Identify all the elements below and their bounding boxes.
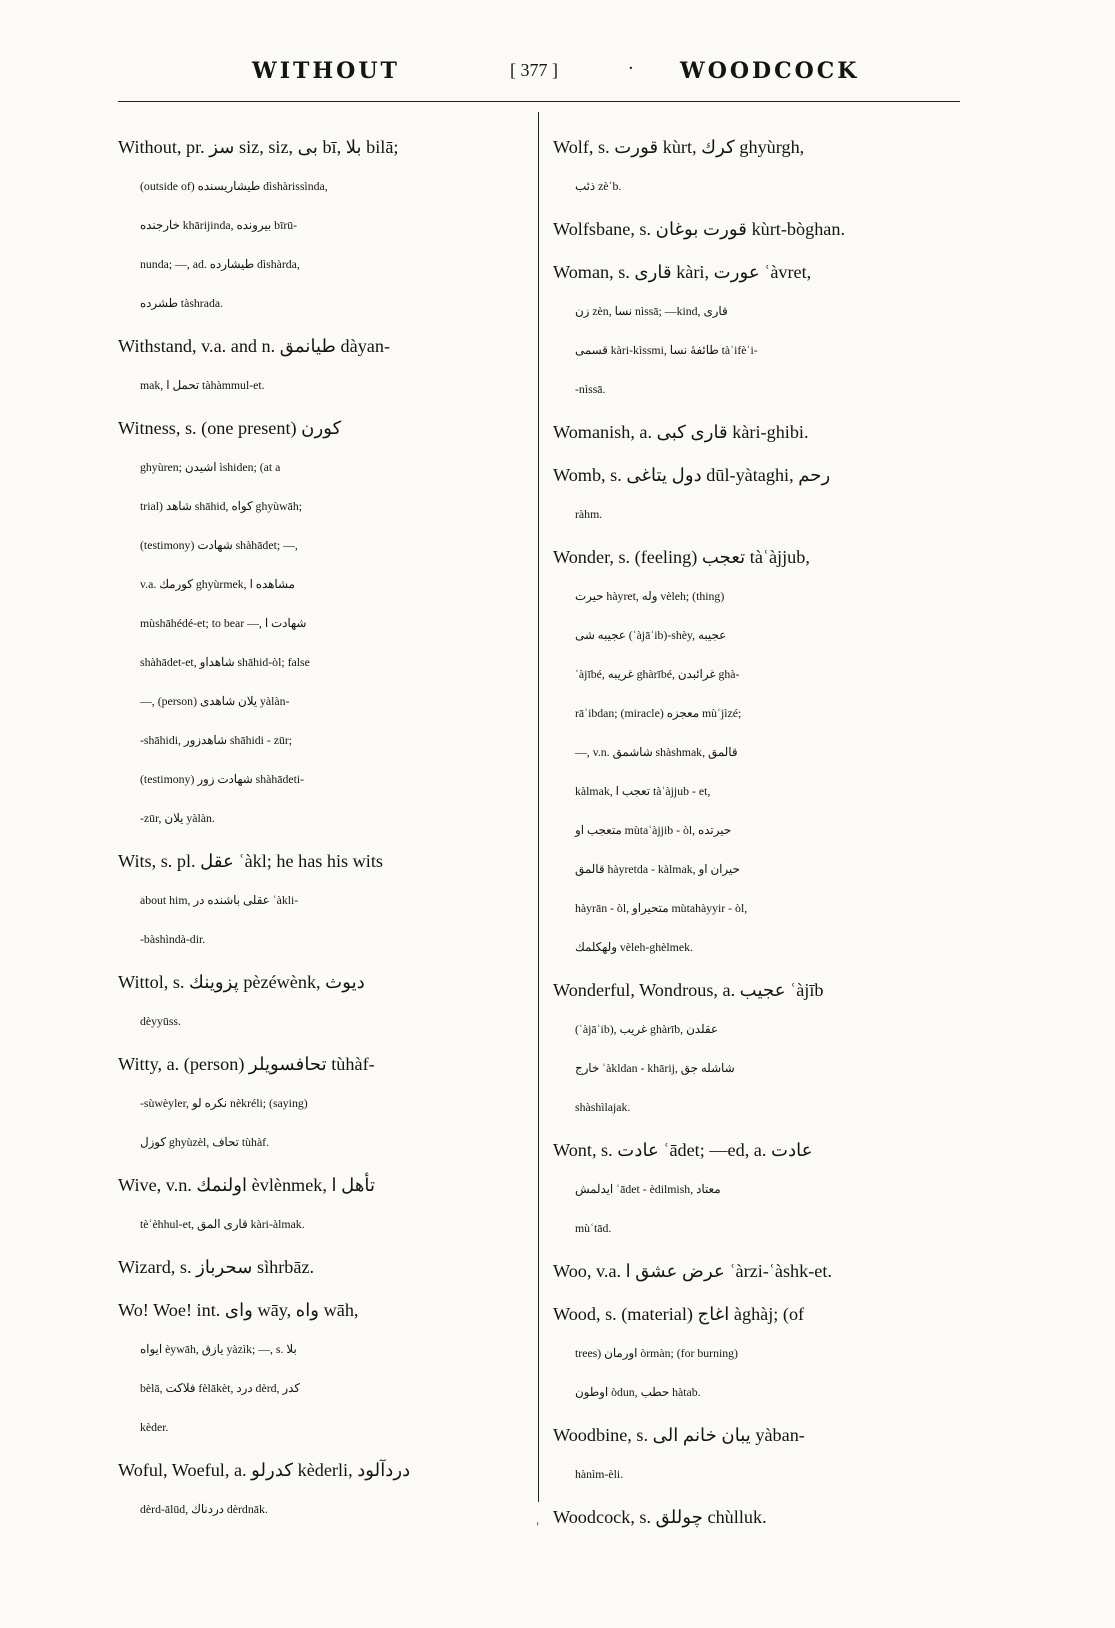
entry-headline: Wolf, s. قورت kùrt, کرك ghyùrgh, [553,137,805,157]
entry-line: shàhādet-et, شاهداو shāhid-òl; false [140,655,310,669]
entry-line: اوطون òdun, حطب hàtab. [575,1385,701,1399]
entry-line: dèyyūss. [140,1014,181,1028]
entry-line: متعجب او mùtaʿàjjib - òl, حیرتده [575,823,732,837]
left-column [118,128,530,1533]
header-separator: · [628,58,634,79]
entry-line: bèlā, فلاکت fèlākèt, درد dèrd, کدر [140,1381,300,1395]
entry-line: nunda; —, ad. طیشارده dìshàrda, [140,257,300,271]
entry-headline: Woful, Woeful, a. کدرلو kèderli, دردآلود [118,1460,411,1480]
entry-line: (ʿàjāʾib), غریب ghàrīb, عقلدن [575,1022,718,1036]
entry-headline: Wittol, s. پزوینك pèzéwènk, دیوث [118,972,365,992]
dictionary-entry [118,1248,530,1287]
dictionary-entry [118,1291,530,1447]
entry-line: طشرده tàshrada. [140,296,224,310]
entry-line: قسمی kàri-kìssmi, طائفهٔ نسا tàʾifèʾi- [575,343,758,357]
entry-headline: Witness, s. (one present) کورن [118,418,342,438]
entry-headline: Woodbine, s. یبان خانم الی yàban- [553,1425,805,1445]
entry-line: v.a. کورمك ghyùrmek, مشاهده ا [140,577,295,591]
dictionary-entry [553,538,965,967]
entry-line: ràhm. [575,507,603,521]
dictionary-entry [553,128,965,206]
entry-headline: Wits, s. pl. عقل ʿàkl; he has his wits [118,851,383,871]
entry-headline: Wont, s. عادت ʿādet; —ed, a. عادت [553,1140,813,1160]
entry-line: ذئب zèʾb. [575,179,622,193]
entry-line: —, (person) یلان شاهدی yàlàn- [140,694,290,708]
entry-line: dèrd-ālūd, دردناك dèrdnāk. [140,1502,268,1516]
entry-line: mak, تحمل ا tàhàmmul-et. [140,378,265,392]
dictionary-entry [553,1252,965,1291]
entry-line: rāʾibdan; (miracle) معجزه mùʿjìzé; [575,706,742,720]
entry-line: tèʾèhhul-et, قاری المق kàri-àlmak. [140,1217,305,1231]
entry-line: قالمق hàyretda - kàlmak, حیران او [575,862,740,876]
entry-headline: Witty, a. (person) تحافسویلر tùhàf- [118,1054,375,1074]
entry-line: (outside of) طیشاریسنده dìshàrissìnda, [140,179,328,193]
entry-line: ولهکلمك vèleh-ghèlmek. [575,940,693,954]
entry-headline: Withstand, v.a. and n. طیانمق dàyan- [118,336,391,356]
dictionary-entry [118,1166,530,1244]
entry-headline: Without, pr. سز siz, siz, بی bī, بلا bilā; [118,137,399,157]
entry-line: -bàshìndà-dir. [140,932,206,946]
left-running-headword: WITHOUT [252,58,400,84]
entry-headline: Woodcock, s. چوللق chùlluk. [553,1507,767,1527]
entry-line: -zūr, یلان yàlàn. [140,811,215,825]
dictionary-entry [553,1295,965,1412]
dictionary-entry [118,128,530,323]
entry-headline: Wizard, s. سحرباز sìhrbāz. [118,1257,315,1277]
entry-line: ʿàjībé, غریبه ghàrībé, غرائبدن ghà- [575,667,740,681]
entry-line: عجیبه شی (ʿàjāʾib)-shèy, عجیبه [575,628,727,642]
dictionary-entry [553,413,965,452]
entry-line: ایواه èywāh, یازق yàzìk; —, s. بلا [140,1342,297,1356]
entry-line: trial) شاهد shāhid, کواه ghyùwāh; [140,499,303,513]
entry-headline: Wo! Woe! int. وای wāy, واه wāh, [118,1300,359,1320]
entry-line: -shāhidi, شاهدزور shāhidi - zūr; [140,733,293,747]
entry-line: -sùwèyler, نکره لو nèkréli; (saying) [140,1096,308,1110]
dictionary-entry [118,1045,530,1162]
entry-headline: Wonderful, Wondrous, a. عجیب ʿàjīb [553,980,824,1000]
dictionary-entry [553,210,965,249]
entry-line: hàyrān - òl, متحیراو mùtahàyyir - òl, [575,901,748,915]
entry-line: about him, عقلی باشنده در ʿàkli- [140,893,299,907]
entry-line: حیرت hàyret, وله vèleh; (thing) [575,589,725,603]
entry-line: خارجنده khārijinda, بیرونده bīrū- [140,218,298,232]
entry-headline: Woman, s. قاری kàri, عورت ʿàvret, [553,262,812,282]
entry-headline: Woo, v.a. عرض عشق ا ʿàrzi-ʿàshk-et. [553,1261,832,1281]
entry-line: کوزل ghyùzèl, تحاف tùhàf. [140,1135,270,1149]
entry-line: kèder. [140,1420,169,1434]
entry-line: خارج ʿàkldan - khārij, شاشله جق [575,1061,735,1075]
entry-line: shàshìlajak. [575,1100,631,1114]
dictionary-entry [118,409,530,838]
entry-line: ghyùren; اشیدن ìshiden; (at a [140,460,281,474]
entry-headline: Wolfsbane, s. قورت بوغان kùrt-bòghan. [553,219,846,239]
entry-headline: Wonder, s. (feeling) تعجب tàʿàjjub, [553,547,810,567]
entry-line: —, v.n. شاشمق shàshmak, قالمق [575,745,738,759]
entry-headline: Womanish, a. قاری کبی kàri-ghibi. [553,422,809,442]
entry-line: (testimony) شهادت shàhādet; —, [140,538,298,552]
dictionary-entry [118,1451,530,1529]
right-column [553,128,965,1541]
entry-line: زن zèn, نسا nìssā; —kind, قاری [575,304,728,318]
entry-headline: Womb, s. دول یتاغی dūl-yàtaghi, رحم [553,465,831,485]
entry-line: ایدلمش ʿādet - èdilmish, معتاد [575,1182,721,1196]
entry-line: mùshāhédé-et; to bear —, شهادت ا [140,616,307,630]
dictionary-entry [553,971,965,1127]
entry-line: (testimony) شهادت زور shàhādeti- [140,772,305,786]
entry-headline: Wood, s. (material) اغاج àghàj; (of [553,1304,805,1324]
dictionary-entry [118,327,530,405]
page-number: [ 377 ] [510,60,558,80]
right-running-headword: WOODCOCK [680,58,860,84]
page-header [120,58,990,98]
dictionary-entry [553,1131,965,1248]
dictionary-entry [553,1416,965,1494]
dictionary-entry [553,1498,965,1537]
dictionary-entry [553,253,965,409]
entry-line: trees) اورمان òrmàn; (for burning) [575,1346,738,1360]
entry-headline: Wive, v.n. اولنمك èvlènmek, تأهل ا [118,1175,376,1195]
dictionary-entry [118,963,530,1041]
header-rule [118,101,960,102]
entry-line: hànìm-èli. [575,1467,624,1481]
entry-line: kàlmak, تعجب ا tàʿàjjub - et, [575,784,711,798]
dictionary-entry [553,456,965,534]
entry-line: mùʿtād. [575,1221,612,1235]
dictionary-entry [118,842,530,959]
column-divider [538,112,539,1502]
entry-line: -nìssā. [575,382,606,396]
footer-mark: ' [536,1520,540,1534]
